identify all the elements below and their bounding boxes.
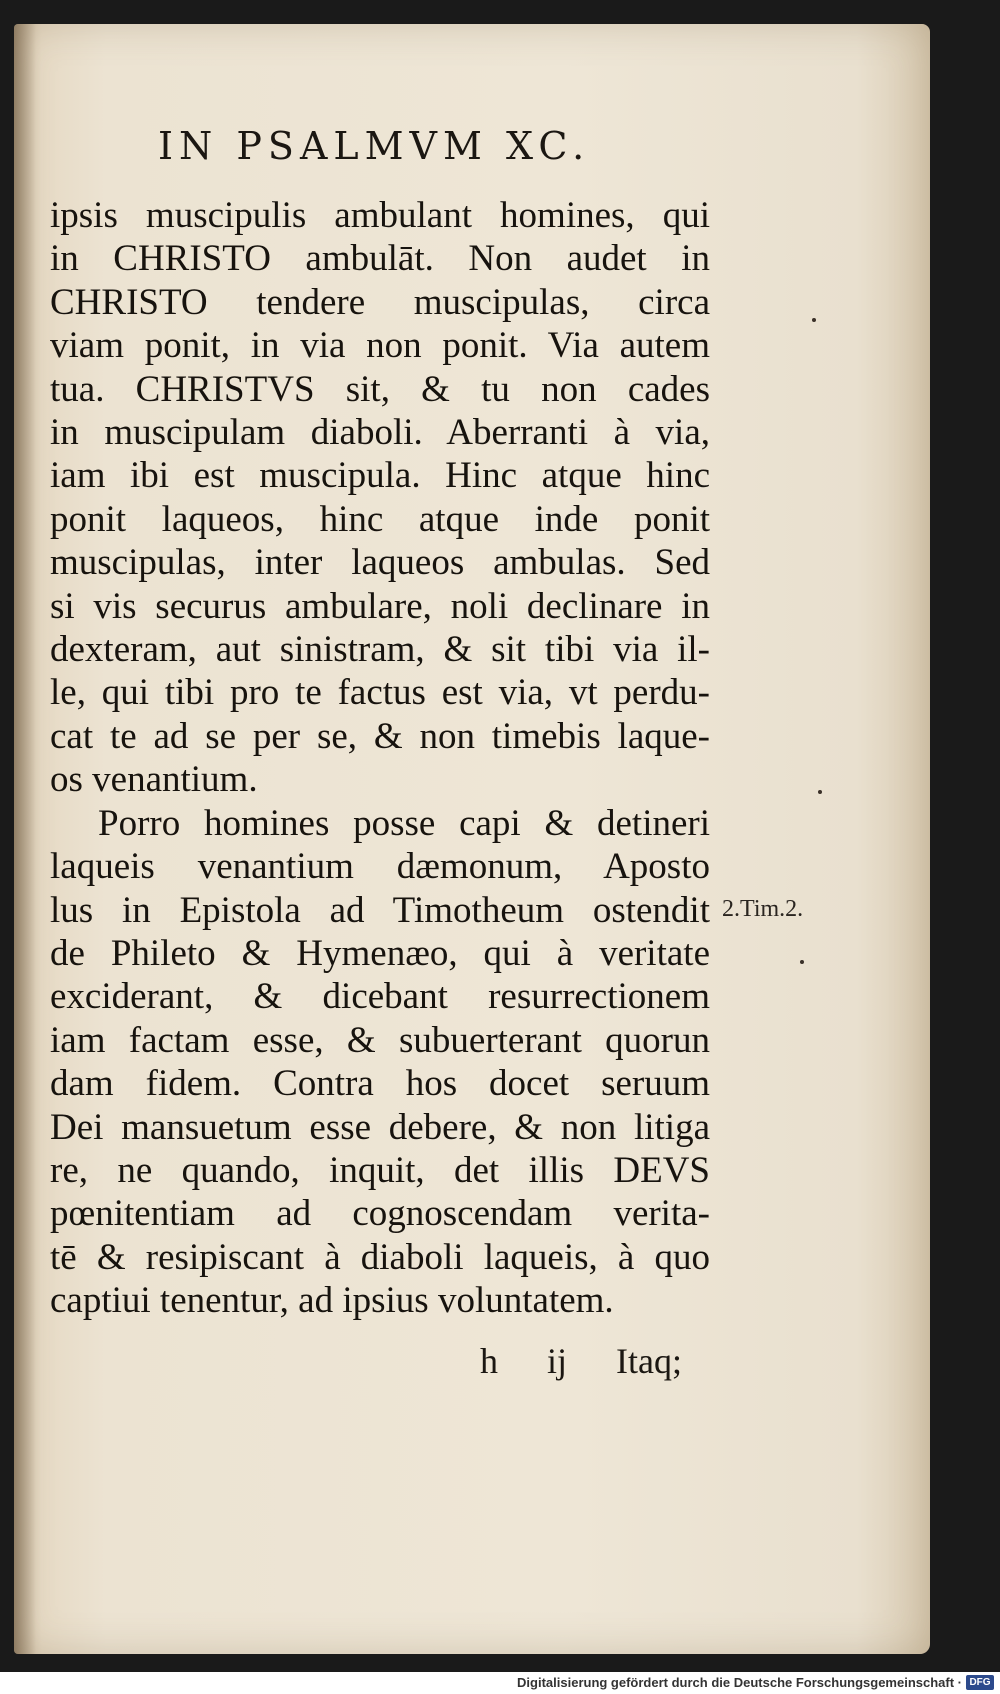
- text-line: muscipulas, inter laqueos ambulas. Sed: [50, 542, 710, 584]
- text-line: pœnitentiam ad cognoscendam verita-: [50, 1193, 710, 1235]
- marginal-note: 2.Tim.2.: [722, 896, 804, 922]
- footer-credit: Digitalisierung gefördert durch die Deutsche Forschungsgemeinschaft ·: [517, 1675, 962, 1690]
- page-speck: [812, 318, 816, 322]
- spine-shadow: [14, 24, 36, 1654]
- text-line: Dei mansuetum esse debere, & non litiga: [50, 1106, 710, 1148]
- page-speck: [818, 790, 822, 794]
- dfg-logo: DFG: [966, 1675, 994, 1690]
- signature-catchword: h ij Itaq;: [480, 1341, 682, 1381]
- text-line: re, ne quando, inquit, det illis DEVS: [50, 1149, 710, 1191]
- text-line: viam ponit, in via non ponit. Via autem: [50, 325, 710, 367]
- running-head: IN PSALMVM XC.: [158, 124, 591, 168]
- text-line: iam ibi est muscipula. Hinc atque hinc: [50, 455, 710, 497]
- text-line: laqueis venantium dæmonum, Aposto: [50, 846, 710, 888]
- text-line: dam fidem. Contra hos docet seruum: [50, 1063, 710, 1105]
- text-line-paragraph-start: Porro homines posse capi & detineri: [98, 802, 710, 844]
- text-line: de Phileto & Hymenæo, qui à veritate: [50, 932, 710, 974]
- text-line: in CHRISTO ambulāt. Non audet in: [50, 238, 710, 280]
- text-line: CHRISTO tendere muscipulas, circa: [50, 281, 710, 323]
- text-line: lus in Epistola ad Timotheum ostendit: [50, 889, 710, 931]
- text-line: in muscipulam diaboli. Aberranti à via,: [50, 412, 710, 454]
- text-line: le, qui tibi pro te factus est via, vt perdu-: [50, 672, 710, 714]
- text-line: exciderant, & dicebant resurrectionem: [50, 976, 710, 1018]
- text-line: iam factam esse, & subuerterant quorun: [50, 1019, 710, 1061]
- page-speck: [800, 960, 804, 964]
- text-line: ponit laqueos, hinc atque inde ponit: [50, 498, 710, 540]
- body-text: [50, 194, 710, 1323]
- text-line: tē & resipiscant à diaboli laqueis, à quo: [50, 1236, 710, 1278]
- text-line: captiui tenentur, ad ipsius voluntatem.: [50, 1280, 614, 1322]
- text-line: tua. CHRISTVS sit, & tu non cades: [50, 368, 710, 410]
- text-line: si vis securus ambulare, noli declinare in: [50, 585, 710, 627]
- text-line: dexteram, aut sinistram, & sit tibi via il-: [50, 629, 710, 671]
- text-line: os venantium.: [50, 759, 258, 801]
- text-line: cat te ad se per se, & non timebis laque-: [50, 715, 710, 757]
- text-line: ipsis muscipulis ambulant homines, qui: [50, 195, 710, 236]
